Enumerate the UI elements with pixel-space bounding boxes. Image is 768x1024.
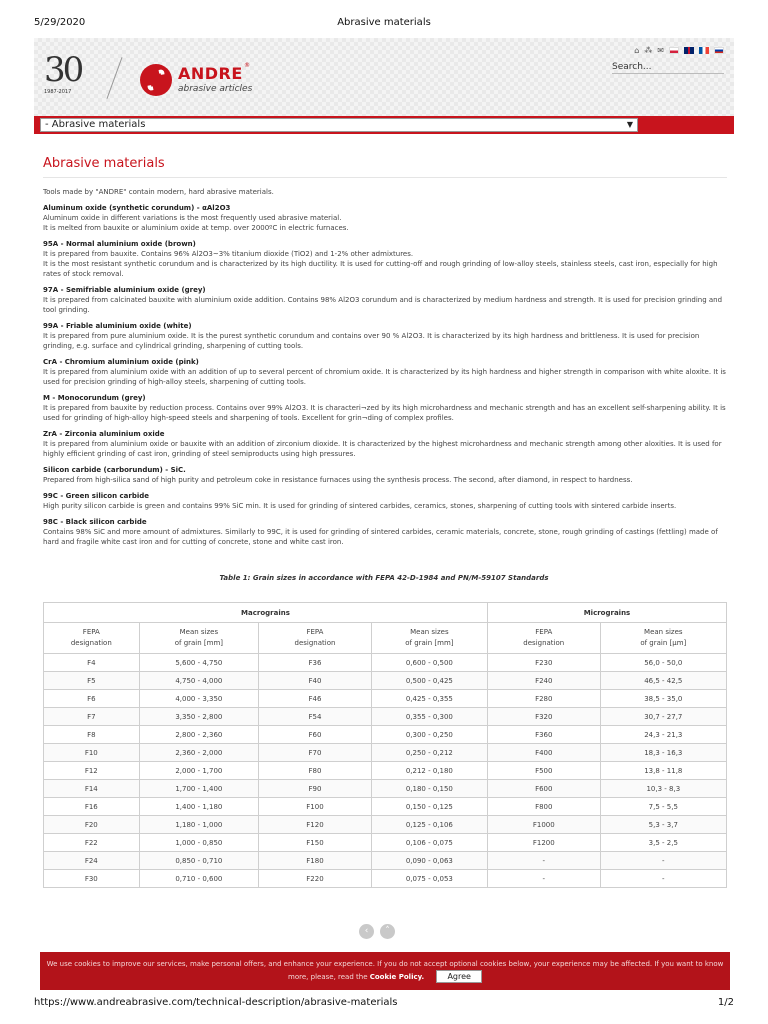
column-header-line: designation	[523, 639, 565, 647]
andre-mark-icon	[140, 64, 172, 96]
table-cell: 0,150 - 0,125	[371, 798, 487, 816]
section-heading: 99A - Friable aluminium oxide (white)	[43, 322, 192, 330]
table-cell: 4,750 - 4,000	[139, 672, 259, 690]
home-icon[interactable]: ⌂	[634, 46, 640, 55]
table-cell: F150	[259, 834, 372, 852]
table-caption: Table 1: Grain sizes in accordance with FEPA 42-D-1984 and PN/M-59107 Standards	[219, 574, 549, 582]
table-cell: F1000	[487, 816, 600, 834]
table-row	[44, 672, 727, 690]
column-header	[139, 623, 259, 654]
section-heading: Aluminum oxide (synthetic corundum) - αAl2O3	[43, 204, 231, 212]
section-text: It is prepared from calcinated bauxite with aluminium oxide addition. Contains 98% Al2O3 corundum and is characterized by medium hardness and strength. It is used for precision grinding and tool grinding.	[43, 296, 723, 314]
table-row	[44, 816, 727, 834]
table-cell: 1,000 - 0,850	[139, 834, 259, 852]
table-cell: 0,500 - 0,425	[371, 672, 487, 690]
table-cell: 2,360 - 2,000	[139, 744, 259, 762]
print-page-number: 1/2	[717, 997, 734, 1008]
agree-button[interactable]: Agree	[436, 970, 482, 983]
table-cell: 3,5 - 2,5	[600, 834, 726, 852]
section-text: It is melted from bauxite or aluminium oxide at temp. over 2000ºC in electric furnaces.	[43, 224, 349, 232]
brand-name: ANDRE	[178, 64, 243, 83]
table-cell: 46,5 - 42,5	[600, 672, 726, 690]
table-cell: F46	[259, 690, 372, 708]
print-footer	[34, 997, 734, 1008]
anniversary-number: 30	[44, 50, 82, 90]
section-text: Aluminum oxide in different variations is the most frequently used abrasive material.	[43, 214, 342, 222]
table-cell: F800	[487, 798, 600, 816]
chevron-up-icon: ˄	[385, 926, 390, 936]
table-row	[44, 852, 727, 870]
section-zra	[43, 429, 727, 459]
print-date: 5/29/2020	[34, 17, 86, 28]
table-cell: 2,800 - 2,360	[139, 726, 259, 744]
header-macrograins: Macrograins	[44, 603, 488, 623]
table-cell: -	[487, 870, 600, 888]
brand-tagline: abrasive articles	[178, 84, 253, 94]
column-header-line: Mean sizes	[410, 628, 449, 636]
column-header-line: FEPA	[82, 628, 100, 636]
table-cell: 0,180 - 0,150	[371, 780, 487, 798]
site-header	[34, 38, 734, 116]
table-cell: 0,850 - 0,710	[139, 852, 259, 870]
table-cell: -	[487, 852, 600, 870]
print-title: Abrasive materials	[337, 17, 431, 28]
table-cell: F230	[487, 654, 600, 672]
table-cell: F500	[487, 762, 600, 780]
table-cell: F180	[259, 852, 372, 870]
table-cell: 0,300 - 0,250	[371, 726, 487, 744]
table-cell: 0,600 - 0,500	[371, 654, 487, 672]
section-text: It is the most resistant synthetic corundum and is characterized by its high ductility. It is used for cutting-off and rough grinding of low-alloy steels, stainless steels, cast iron, especially for high rates of stock removal.	[43, 260, 718, 278]
table-cell: 0,355 - 0,300	[371, 708, 487, 726]
column-header-line: of grain [µm]	[640, 639, 687, 647]
section-heading: 97A - Semifriable aluminium oxide (grey)	[43, 286, 206, 294]
flag-fr-icon[interactable]	[699, 47, 709, 54]
column-header-line: of grain [mm]	[405, 639, 454, 647]
table-cell: 4,000 - 3,350	[139, 690, 259, 708]
header-micrograins: Micrograins	[487, 603, 726, 623]
table-cell: 38,5 - 35,0	[600, 690, 726, 708]
section-cra	[43, 357, 727, 387]
page-title: Abrasive materials	[43, 156, 165, 171]
column-header-line: of grain [mm]	[174, 639, 224, 647]
table-row	[44, 762, 727, 780]
section-text: It is prepared from aluminium oxide or bauxite with an addition of zirconium dioxide. It is characterized by the highest microhardness and mechanic strength among other aloxities. It is used for highly efficient grinding of cast iron, grinding of steel semiproducts using high pressures.	[43, 440, 722, 458]
table-cell: 18,3 - 16,3	[600, 744, 726, 762]
section-heading: ZrA - Zirconia aluminium oxide	[43, 430, 165, 438]
table-cell: F320	[487, 708, 600, 726]
table-cell: F8	[44, 726, 140, 744]
table-cell: F40	[259, 672, 372, 690]
column-header-line: Mean sizes	[179, 628, 219, 636]
table-cell: 1,180 - 1,000	[139, 816, 259, 834]
table-row	[44, 870, 727, 888]
table-cell: F4	[44, 654, 140, 672]
table-cell: F70	[259, 744, 372, 762]
column-header-line: designation	[70, 639, 112, 647]
print-url: https://www.andreabrasive.com/technical-description/abrasive-materials	[34, 997, 398, 1008]
column-header-line: FEPA	[306, 628, 324, 636]
section-text: High purity silicon carbide is green and contains 99% SiC min. It is used for grinding of sintered carbides, ceramics, stones, sharpening of cutting tools with sintered carbide inserts.	[43, 502, 677, 510]
table-row	[44, 834, 727, 852]
table-cell: 0,710 - 0,600	[139, 870, 259, 888]
table-cell: -	[600, 852, 726, 870]
table-cell: F20	[44, 816, 140, 834]
flag-gb-icon[interactable]	[684, 47, 694, 54]
table-cell: 1,400 - 1,180	[139, 798, 259, 816]
table-cell: F360	[487, 726, 600, 744]
table-row	[44, 726, 727, 744]
grain-size-table	[43, 602, 727, 888]
section-heading: CrA - Chromium aluminium oxide (pink)	[43, 358, 199, 366]
column-header	[259, 623, 372, 654]
main-content	[43, 150, 727, 553]
table-cell: 13,8 - 11,8	[600, 762, 726, 780]
table-cell: 0,106 - 0,075	[371, 834, 487, 852]
pager	[359, 924, 395, 939]
table-cell: 10,3 - 8,3	[600, 780, 726, 798]
section-99c	[43, 491, 727, 511]
section-text: It is prepared from pure aluminium oxide. It is the purest synthetic corundum and contains over 90 % Al2O3. It is characterized by its high hardness and brittleness. It is used for precision grinding, e.g. surface and cylindrical grinding, sharpening of cutting tools.	[43, 332, 700, 350]
section-text: It is prepared from bauxite. Contains 96% Al2O3~3% titanium dioxide (TiO2) and 1-2% other admixtures.	[43, 250, 414, 258]
table-cell: F600	[487, 780, 600, 798]
table-cell: F22	[44, 834, 140, 852]
column-header	[600, 623, 726, 654]
table-row	[44, 690, 727, 708]
section-95a	[43, 239, 727, 279]
section-heading: 99C - Green silicon carbide	[43, 492, 150, 500]
page-select[interactable]	[40, 118, 638, 132]
table-cell: 0,125 - 0,106	[371, 816, 487, 834]
table-cell: F16	[44, 798, 140, 816]
section-98c	[43, 517, 727, 547]
section-text: It is prepared from aluminium oxide with an addition of up to several percent of chromium oxide. It is characterized by its high hardness and higher strength in comparison with white aloxite. It is used for precision grinding of high-alloy steels, sharpening of cutting tools.	[43, 368, 726, 386]
section-aluminum-oxide	[43, 203, 727, 233]
table-cell: F5	[44, 672, 140, 690]
table-cell: F120	[259, 816, 372, 834]
anniversary-years: 1987-2017	[44, 89, 72, 95]
section-text: Prepared from high-silica sand of high purity and petroleum coke in resistance furnaces using the synthesis process. The second, after diamond, in respect to hardness.	[43, 476, 633, 484]
table-row	[44, 744, 727, 762]
table-cell: 3,350 - 2,800	[139, 708, 259, 726]
table-cell: 5,3 - 3,7	[600, 816, 726, 834]
table-cell: F60	[259, 726, 372, 744]
table-cell: 7,5 - 5,5	[600, 798, 726, 816]
table-row	[44, 780, 727, 798]
section-silicon-carbide	[43, 465, 727, 485]
table-cell: F12	[44, 762, 140, 780]
cookie-text: We use cookies to improve our services, make personal offers, and enhance your experience. If you do not accept optional cookies below, your experience may be affected. If you want to know more, please, read the	[46, 960, 724, 981]
section-heading: M - Monocorundum (grey)	[43, 394, 146, 402]
table-cell: F7	[44, 708, 140, 726]
table-cell: F10	[44, 744, 140, 762]
mail-icon[interactable]: ✉	[657, 46, 664, 55]
cookie-policy-link[interactable]: Cookie Policy.	[369, 973, 425, 981]
table-cell: F36	[259, 654, 372, 672]
column-header-line: FEPA	[535, 628, 553, 636]
header-icons	[634, 46, 724, 55]
column-header	[487, 623, 600, 654]
chevron-left-icon: ‹	[364, 926, 369, 936]
table-cell: 30,7 - 27,7	[600, 708, 726, 726]
table-cell: 0,090 - 0,063	[371, 852, 487, 870]
section-text: It is prepared from bauxite by reduction process. Contains over 99% Al2O3. It is characteri¬zed by its high microhardness and mechanic strength and has an excellent self-sharpening ability. It is used for grinding of high-alloy high-speed steels and sharpening of tools. Excellent for grin¬ding of complex profiles.	[43, 404, 726, 422]
table-cell: F80	[259, 762, 372, 780]
column-header	[44, 623, 140, 654]
section-m	[43, 393, 727, 423]
brand-registered: ®	[244, 62, 250, 69]
table-cell: 0,075 - 0,053	[371, 870, 487, 888]
section-heading: 98C - Black silicon carbide	[43, 518, 147, 526]
table-cell: F14	[44, 780, 140, 798]
table-row	[44, 708, 727, 726]
flag-pl-icon[interactable]	[669, 47, 679, 54]
title-divider	[43, 177, 727, 178]
column-header	[371, 623, 487, 654]
table-cell: 2,000 - 1,700	[139, 762, 259, 780]
flag-ru-icon[interactable]	[714, 47, 724, 54]
section-heading: Silicon carbide (carborundum) - SiC.	[43, 466, 186, 474]
sitemap-icon[interactable]: ⁂	[644, 46, 653, 55]
table-cell: 1,700 - 1,400	[139, 780, 259, 798]
table-cell: F400	[487, 744, 600, 762]
cookie-banner	[40, 952, 730, 990]
table-cell: F6	[44, 690, 140, 708]
section-text: Contains 98% SiC and more amount of admixtures. Similarly to 99C, it is used for grinding of sintered carbides, ceramic materials, concrete, stone, rough grinding of castings (fettling) made of hard and fragile white cast iron and for cutting of concrete, stone and white cast iron.	[43, 528, 718, 546]
table-cell: 24,3 - 21,3	[600, 726, 726, 744]
print-header	[34, 17, 734, 31]
table-cell: F90	[259, 780, 372, 798]
section-97a	[43, 285, 727, 315]
table-cell: F1200	[487, 834, 600, 852]
column-header-line: designation	[294, 639, 336, 647]
table-row	[44, 654, 727, 672]
table-cell: F220	[259, 870, 372, 888]
table-cell: 0,212 - 0,180	[371, 762, 487, 780]
table-cell: F30	[44, 870, 140, 888]
scroll-top-button[interactable]	[380, 924, 395, 939]
table-cell: F54	[259, 708, 372, 726]
nav-bar	[34, 116, 734, 134]
search-input[interactable]	[612, 61, 724, 74]
table-cell: F240	[487, 672, 600, 690]
table-cell: F280	[487, 690, 600, 708]
intro-text: Tools made by "ANDRE" contain modern, hard abrasive materials.	[43, 188, 274, 196]
table-row	[44, 798, 727, 816]
anniversary-logo	[44, 52, 92, 98]
table-cell: F100	[259, 798, 372, 816]
table-cell: F24	[44, 852, 140, 870]
table-cell: -	[600, 870, 726, 888]
prev-page-button[interactable]	[359, 924, 374, 939]
page-select-value: - Abrasive materials	[45, 119, 146, 130]
section-99a	[43, 321, 727, 351]
column-header-line: Mean sizes	[644, 628, 683, 636]
table-cell: 56,0 - 50,0	[600, 654, 726, 672]
chevron-down-icon: ▼	[626, 120, 633, 129]
section-heading: 95A - Normal aluminium oxide (brown)	[43, 240, 196, 248]
table-cell: 0,425 - 0,355	[371, 690, 487, 708]
table-cell: 5,600 - 4,750	[139, 654, 259, 672]
table-cell: 0,250 - 0,212	[371, 744, 487, 762]
logo-divider	[107, 57, 123, 99]
